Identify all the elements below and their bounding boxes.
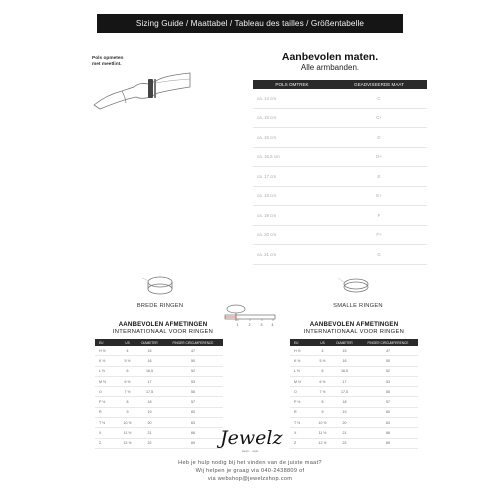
table-row [253, 187, 427, 207]
circumference-cell: 50 [191, 358, 195, 363]
eu-cell: K ½ [99, 358, 106, 363]
table-row [95, 377, 223, 387]
size-cell: G [377, 251, 381, 257]
wrist-cell: ca. 16,5 cm [257, 154, 280, 160]
circumference-cell: 52 [386, 369, 390, 374]
table-row [253, 167, 427, 187]
table-row [290, 356, 418, 366]
table-row [95, 428, 223, 438]
diameter-cell: 16,5 [341, 369, 348, 374]
us-cell: 5 ½ [124, 358, 131, 363]
eu-cell: M ½ [99, 379, 106, 384]
table-row [95, 387, 223, 397]
header-us: US [125, 340, 130, 345]
circumference-cell: 66 [191, 431, 195, 436]
circumference-cell: 69 [191, 441, 195, 446]
circumference-cell: 53 [386, 379, 390, 384]
header-eu: EU [99, 340, 104, 345]
help-text-line1: Heb je hulp nodig bij het vinden van de juiste maat? [178, 460, 322, 466]
circumference-cell: 63 [191, 420, 195, 425]
size-cell: D [377, 134, 381, 140]
ruler-number: 3 [260, 323, 263, 327]
diameter-cell: 17,5 [341, 389, 348, 394]
diameter-cell: 16 [147, 358, 152, 363]
diameter-cell: 21 [342, 431, 347, 436]
circumference-cell: 60 [191, 410, 195, 415]
table-row [253, 89, 427, 109]
eu-cell: P ½ [294, 400, 301, 405]
circumference-cell: 66 [386, 431, 390, 436]
bracelet-header-wrist: POLS OMTREK [275, 82, 309, 87]
wrist-cell: ca. 16 cm [257, 134, 277, 140]
table-row [290, 377, 418, 387]
ring-table-header [290, 339, 418, 346]
us-cell: 8 [126, 400, 129, 405]
table-row [95, 439, 223, 449]
wrist-instruction-line1: Pols opmeten [92, 56, 124, 61]
size-cell: C+ [376, 115, 382, 121]
wrist-cell: ca. 15 cm [257, 115, 277, 121]
us-cell: 11 ½ [123, 431, 132, 436]
us-cell: 11 ½ [318, 431, 327, 436]
diameter-cell: 15 [147, 348, 152, 353]
table-row [253, 109, 427, 129]
us-cell: 5 ½ [319, 358, 326, 363]
circumference-cell: 47 [191, 348, 195, 353]
us-cell: 7 ½ [124, 389, 131, 394]
size-cell: E+ [376, 193, 382, 199]
table-row [290, 367, 418, 377]
help-text-line2: Wij helpen je graag via 040-2438809 of [195, 468, 305, 474]
narrow-rings-table-subtitle: INTERNATIONAAL VOOR RINGEN [303, 329, 405, 335]
diameter-cell: 19 [342, 410, 347, 415]
eu-cell: L ½ [99, 369, 105, 374]
circumference-cell: 53 [191, 379, 195, 384]
wrist-cell: ca. 19 cm [257, 212, 277, 218]
us-cell: 9 [321, 410, 324, 415]
circumference-cell: 60 [386, 410, 390, 415]
size-cell: C [377, 95, 381, 101]
narrow-rings-size-table [290, 339, 418, 449]
bracelet-table-header [253, 80, 427, 89]
logo-tagline: Heart ... style [241, 449, 259, 453]
wrist-cell: ca. 14 cm [257, 95, 277, 101]
wrist-cell: ca. 18 cm [257, 193, 277, 199]
header-eu: EU [294, 340, 299, 345]
us-cell: 10 ½ [318, 420, 327, 425]
page-banner [97, 14, 403, 33]
us-cell: 12 ½ [123, 441, 132, 446]
diameter-cell: 20 [342, 420, 347, 425]
table-row [253, 148, 427, 168]
table-row [95, 356, 223, 366]
circumference-cell: 55 [191, 389, 195, 394]
diameter-cell: 17 [147, 379, 152, 384]
eu-cell: O [294, 389, 297, 394]
eu-cell: T ½ [294, 420, 301, 425]
diameter-cell: 20 [147, 420, 152, 425]
eu-cell: X [294, 431, 297, 436]
diameter-cell: 16 [342, 358, 347, 363]
us-cell: 9 [126, 410, 129, 415]
table-row [290, 428, 418, 438]
diameter-cell: 19 [147, 410, 152, 415]
table-row [253, 245, 427, 265]
diameter-cell: 22 [342, 441, 347, 446]
eu-cell: R [294, 410, 297, 415]
header-circumference: FINGER CIRCUMFERENCE [367, 340, 409, 345]
ring-table-header [95, 339, 223, 346]
table-row [95, 367, 223, 377]
eu-cell: K ½ [294, 358, 301, 363]
ruler-number: 4 [271, 323, 274, 327]
wrist-cell: ca. 21 cm [257, 251, 277, 257]
wide-rings-label: BREDE RINGEN [136, 303, 184, 309]
eu-cell: Z [99, 441, 102, 446]
bracelet-header-size: GEADVISEERDE MAAT [354, 82, 404, 87]
us-cell: 6 ½ [124, 379, 131, 384]
us-cell: 4 [126, 348, 129, 353]
wrist-instruction-line2: met meetlint. [92, 62, 122, 67]
us-cell: 6 ½ [319, 379, 326, 384]
table-row [290, 397, 418, 407]
help-email-link[interactable]: via webshop@jewelzshop.com [207, 476, 293, 482]
banner-title: Sizing Guide / Maattabel / Tableau des tailles / Größentabelle [135, 19, 365, 28]
eu-cell: M ½ [294, 379, 301, 384]
ruler-number: 2 [248, 323, 251, 327]
eu-cell: L ½ [294, 369, 300, 374]
header-circumference: FINGER CIRCUMFERENCE [172, 340, 214, 345]
table-row [95, 418, 223, 428]
size-cell: E [377, 173, 381, 179]
table-row [253, 128, 427, 148]
circumference-cell: 63 [386, 420, 390, 425]
table-row [95, 397, 223, 407]
diameter-cell: 17 [342, 379, 347, 384]
eu-cell: O [99, 389, 102, 394]
table-row [253, 226, 427, 246]
us-cell: 10 ½ [123, 420, 132, 425]
circumference-cell: 55 [386, 389, 390, 394]
diameter-cell: 17,5 [146, 389, 153, 394]
header-diameter: DIAMETER [336, 340, 353, 345]
circumference-cell: 50 [386, 358, 390, 363]
table-row [95, 346, 223, 356]
us-cell: 4 [321, 348, 324, 353]
diameter-cell: 15 [342, 348, 347, 353]
header-us: US [320, 340, 325, 345]
diameter-cell: 18 [147, 400, 152, 405]
table-row [290, 408, 418, 418]
header-diameter: DIAMETER [141, 340, 158, 345]
circumference-cell: 69 [386, 441, 390, 446]
eu-cell: T ½ [99, 420, 106, 425]
ruler-number: 1 [236, 323, 239, 327]
diameter-cell: 18 [342, 400, 347, 405]
narrow-rings-table-title: AANBEVOLEN AFMETINGEN [309, 321, 399, 328]
diameter-cell: 22 [147, 441, 152, 446]
wide-rings-table-title: AANBEVOLEN AFMETINGEN [118, 321, 208, 328]
size-cell: F+ [376, 232, 382, 238]
circumference-cell: 52 [191, 369, 195, 374]
us-cell: 8 [321, 400, 324, 405]
wrist-instruction [92, 56, 123, 68]
eu-cell: H ½ [294, 348, 301, 353]
table-row [95, 408, 223, 418]
table-row [253, 206, 427, 226]
size-cell: F [377, 212, 381, 218]
us-cell: 6 [321, 369, 324, 374]
size-cell: D+ [376, 154, 382, 160]
eu-cell: H ½ [99, 348, 106, 353]
wide-rings-table-subtitle: INTERNATIONAAL VOOR RINGEN [112, 329, 214, 335]
table-row [290, 387, 418, 397]
table-row [290, 439, 418, 449]
us-cell: 12 ½ [318, 441, 327, 446]
circumference-cell: 57 [191, 400, 195, 405]
wrist-cell: ca. 17 cm [257, 173, 277, 179]
jewelz-logo: Jewelz [220, 427, 283, 449]
table-row [290, 418, 418, 428]
table-row [290, 346, 418, 356]
circumference-cell: 47 [386, 348, 390, 353]
bracelet-subtitle: Alle armbanden. [300, 63, 360, 72]
eu-cell: P ½ [99, 400, 106, 405]
diameter-cell: 21 [147, 431, 152, 436]
wide-rings-size-table [95, 339, 223, 449]
wide-ring-icon [140, 272, 180, 300]
bracelet-size-table [253, 80, 427, 265]
eu-cell: R [99, 410, 102, 415]
us-cell: 6 [126, 369, 129, 374]
eu-cell: Z [294, 441, 297, 446]
wrist-cell: ca. 20 cm [257, 232, 277, 238]
narrow-rings-label: SMALLE RINGEN [333, 303, 383, 309]
narrow-ring-icon [336, 272, 376, 300]
eu-cell: X [99, 431, 102, 436]
circumference-cell: 57 [386, 400, 390, 405]
diameter-cell: 16,5 [146, 369, 153, 374]
us-cell: 7 ½ [319, 389, 326, 394]
bracelet-title: Aanbevolen maten. [281, 51, 379, 63]
